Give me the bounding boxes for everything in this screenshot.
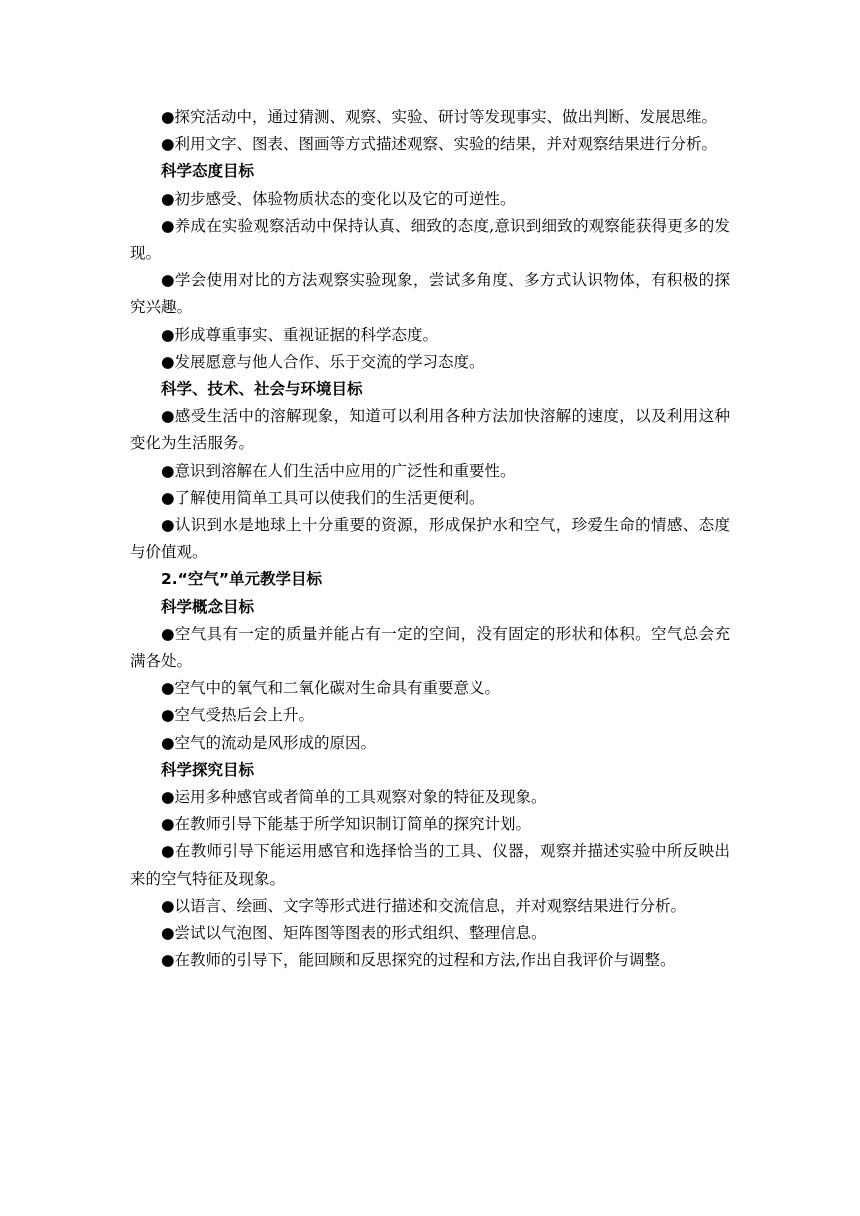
section-heading: 科学态度目标 [161, 162, 255, 181]
paragraph: ●以语言、绘画、文字等形式进行描述和交流信息，并对观察结果进行分析。 [161, 896, 687, 915]
paragraph: ●空气受热后会上升。 [161, 706, 315, 725]
paragraph: ●在教师引导下能基于所学知识制订简单的探究计划。 [161, 815, 532, 834]
paragraph: ●发展愿意与他人合作、乐于交流的学习态度。 [161, 352, 485, 371]
paragraph: ●意识到溶解在人们生活中应用的广泛性和重要性。 [161, 461, 516, 480]
document-page [130, 104, 730, 975]
paragraph: ●利用文字、图表、图画等方式描述观察、实验的结果，并对观察结果进行分析。 [161, 135, 718, 154]
paragraph: ●尝试以气泡图、矩阵图等图表的形式组织、整理信息。 [161, 924, 547, 943]
paragraph: ●空气的流动是风形成的原因。 [161, 733, 377, 752]
unit-heading: 2.“空气”单元教学目标 [161, 570, 323, 589]
paragraph: ●养成在实验观察活动中保持认真、细致的态度,意识到细致的观察能获得更多的发现。 [130, 216, 730, 263]
section-heading: 科学概念目标 [161, 597, 255, 616]
section-heading: 科学探究目标 [161, 760, 255, 779]
paragraph: ●空气具有一定的质量并能占有一定的空间，没有固定的形状和体积。空气总会充满各处。 [130, 624, 730, 671]
paragraph: ●空气中的氧气和二氧化碳对生命具有重要意义。 [161, 679, 501, 698]
paragraph: ●在教师引导下能运用感官和选择恰当的工具、仪器，观察并描述实验中所反映出来的空气特征及现象。 [130, 842, 730, 888]
paragraph: ●运用多种感官或者简单的工具观察对象的特征及现象。 [161, 788, 547, 807]
paragraph: ●了解使用简单工具可以使我们的生活更便利。 [161, 488, 485, 507]
paragraph: ●探究活动中，通过猜测、观察、实验、研讨等发现事实、做出判断、发展思维。 [161, 108, 718, 126]
paragraph: ●初步感受、体验物质状态的变化以及它的可逆性。 [161, 189, 516, 208]
paragraph: ●在教师的引导下，能回顾和反思探究的过程和方法,作出自我评价与调整。 [161, 951, 676, 970]
paragraph: ●认识到水是地球上十分重要的资源，形成保护水和空气，珍爱生命的情感、态度与价值观。 [130, 516, 730, 562]
section-heading: 科学、技术、社会与环境目标 [161, 380, 363, 399]
paragraph: ●感受生活中的溶解现象，知道可以利用各种方法加快溶解的速度，以及利用这种变化为生活服务。 [130, 407, 730, 453]
paragraph: ●形成尊重事实、重视证据的科学态度。 [161, 325, 439, 344]
paragraph: ●学会使用对比的方法观察实验现象，尝试多角度、多方式认识物体，有积极的探究兴趣。 [130, 271, 730, 317]
